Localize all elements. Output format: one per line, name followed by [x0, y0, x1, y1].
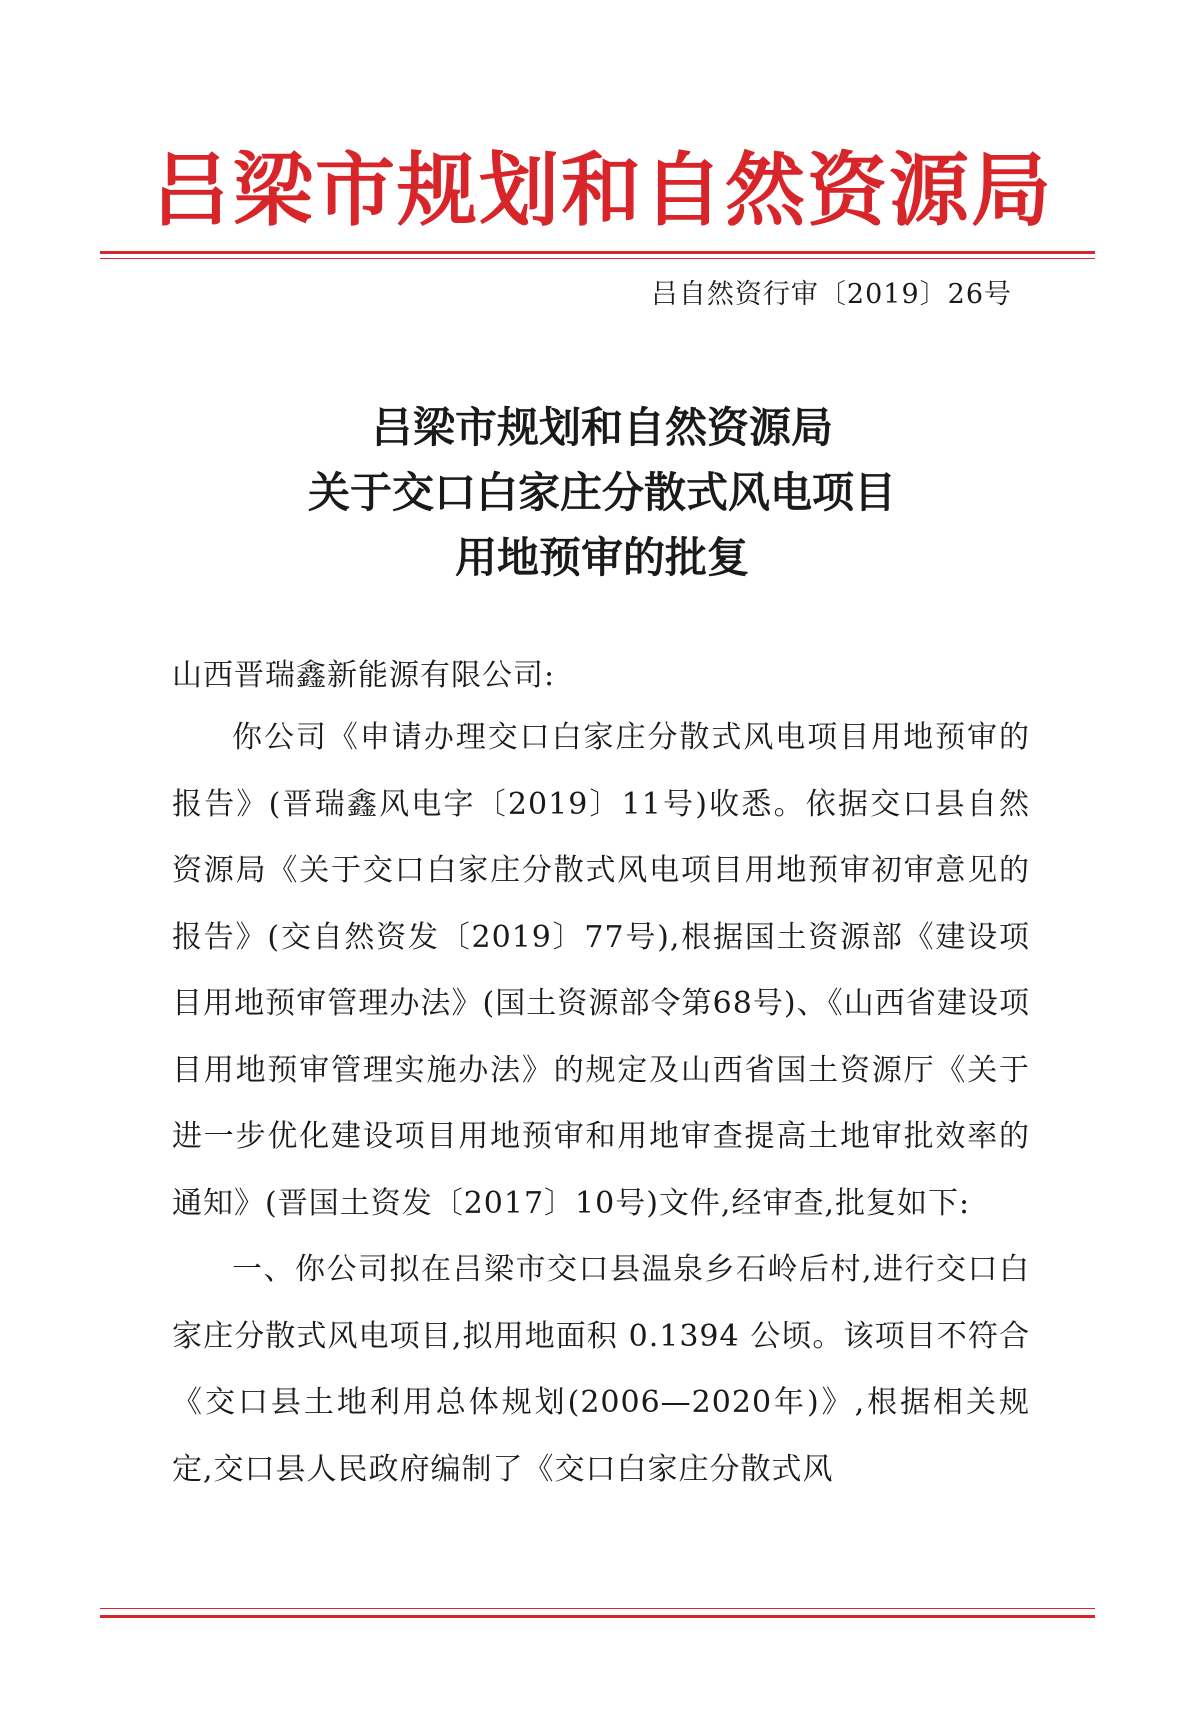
letterhead-rule-thin: [100, 258, 1095, 259]
footer-rule-thick: [100, 1615, 1095, 1618]
body-paragraph-2: 一、你公司拟在吕梁市交口县温泉乡石岭后村,进行交口白家庄分散式风电项目,拟用地面积 0.1394 公顷。该项目不符合《交口县土地利用总体规划(2006—2020年)》,根据相关规定,交口县人民政府编制了《交口白家庄分散式风: [172, 1252, 1030, 1487]
title-line-2: 关于交口白家庄分散式风电项目: [307, 468, 896, 517]
org-letterhead: 吕梁市规划和自然资源局: [151, 143, 1053, 237]
letterhead-rule-thick: [100, 251, 1095, 254]
body-paragraph-1: 你公司《申请办理交口白家庄分散式风电项目用地预审的报告》(晋瑞鑫风电字〔2019〕11号)收悉。依据交口县自然资源局《关于交口白家庄分散式风电项目用地预审初审意见的报告》(交自然资发〔2019〕77号),根据国土资源部《建设项目用地预审管理办法》(国土资源部令第68号)、《山西省建设项目用地预审管理实施办法》的规定及山西省国土资源厅《关于进一步优化建设项目用地预审和用地审查提高土地审批效率的通知》(晋国土资发〔2017〕10号)文件,经审查,批复如下:: [172, 720, 1030, 1221]
title-line-1: 吕梁市规划和自然资源局: [370, 403, 833, 452]
title-line-3: 用地预审的批复: [454, 533, 749, 582]
document-number: 吕自然资行审〔2019〕26号: [650, 279, 1012, 310]
addressee: 山西晋瑞鑫新能源有限公司:: [172, 658, 556, 693]
body-text: [172, 705, 1030, 1503]
document-title: [0, 395, 1204, 590]
footer-rule-thin: [100, 1608, 1095, 1609]
